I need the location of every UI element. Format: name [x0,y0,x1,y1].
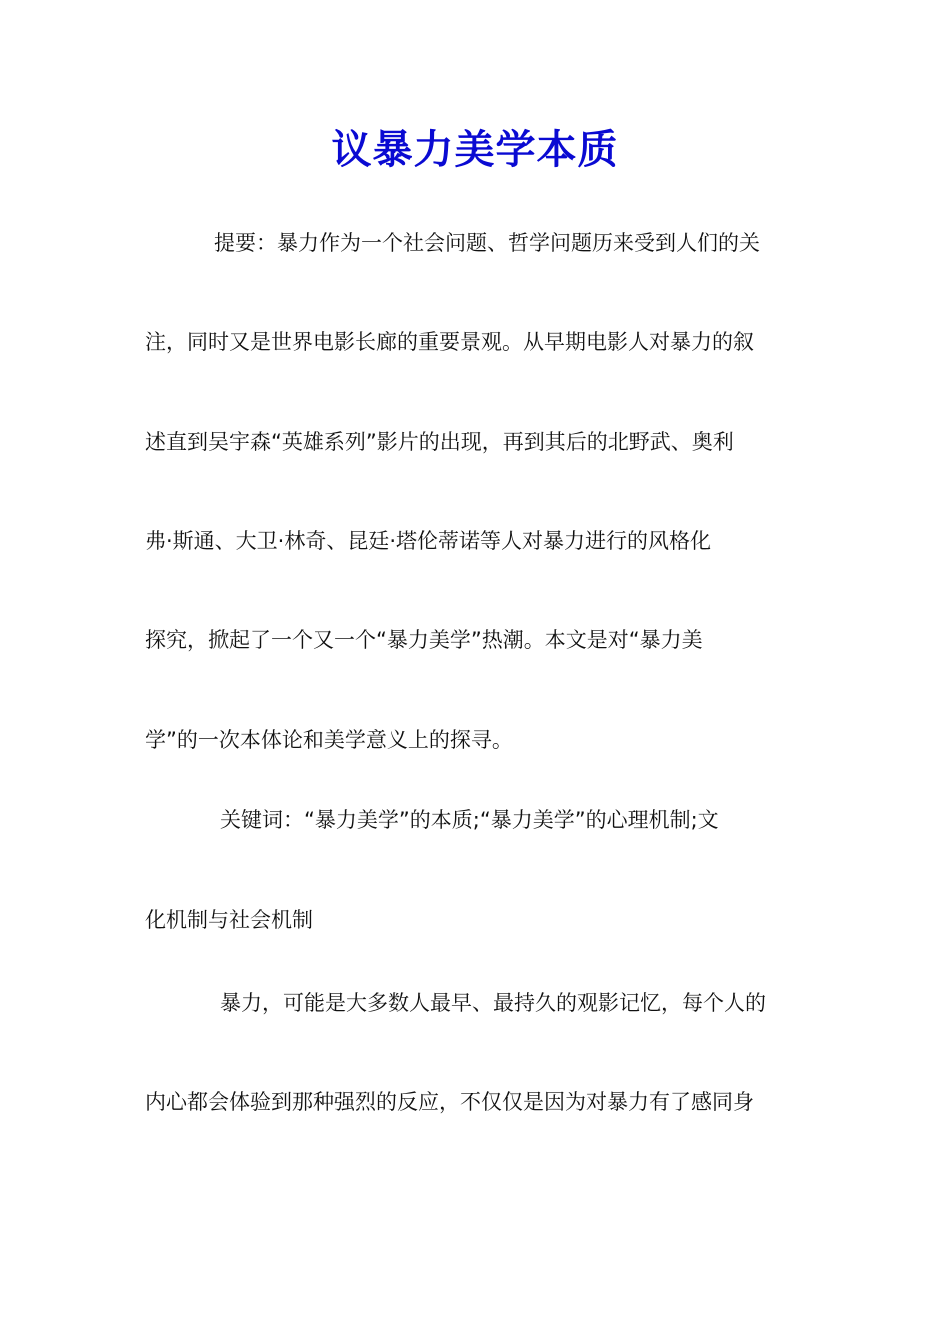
keywords-line-1: 关键词：“暴力美学”的本质;“暴力美学”的心理机制;文 [220,808,719,832]
body-line-1: 暴力，可能是大多数人最早、最持久的观影记忆，每个人的 [220,991,766,1015]
keywords-line-2: 化机制与社会机制 [145,908,313,932]
abstract-line-4: 弗·斯通、大卫·林奇、昆廷·塔伦蒂诺等人对暴力进行的风格化 [145,529,712,553]
document-title: 议暴力美学本质 [331,126,619,173]
abstract-line-3: 述直到吴宇森“英雄系列”影片的出现，再到其后的北野武、奥利 [145,430,734,454]
abstract-line-2: 注，同时又是世界电影长廊的重要景观。从早期电影人对暴力的叙 [145,330,754,354]
abstract-line-6: 学”的一次本体论和美学意义上的探寻。 [145,728,513,752]
abstract-line-5: 探究，掀起了一个又一个“暴力美学”热潮。本文是对“暴力美 [145,628,703,652]
abstract-line-1: 提要：暴力作为一个社会问题、哲学问题历来受到人们的关 [214,231,760,255]
body-line-2: 内心都会体验到那种强烈的反应，不仅仅是因为对暴力有了感同身 [145,1090,754,1114]
